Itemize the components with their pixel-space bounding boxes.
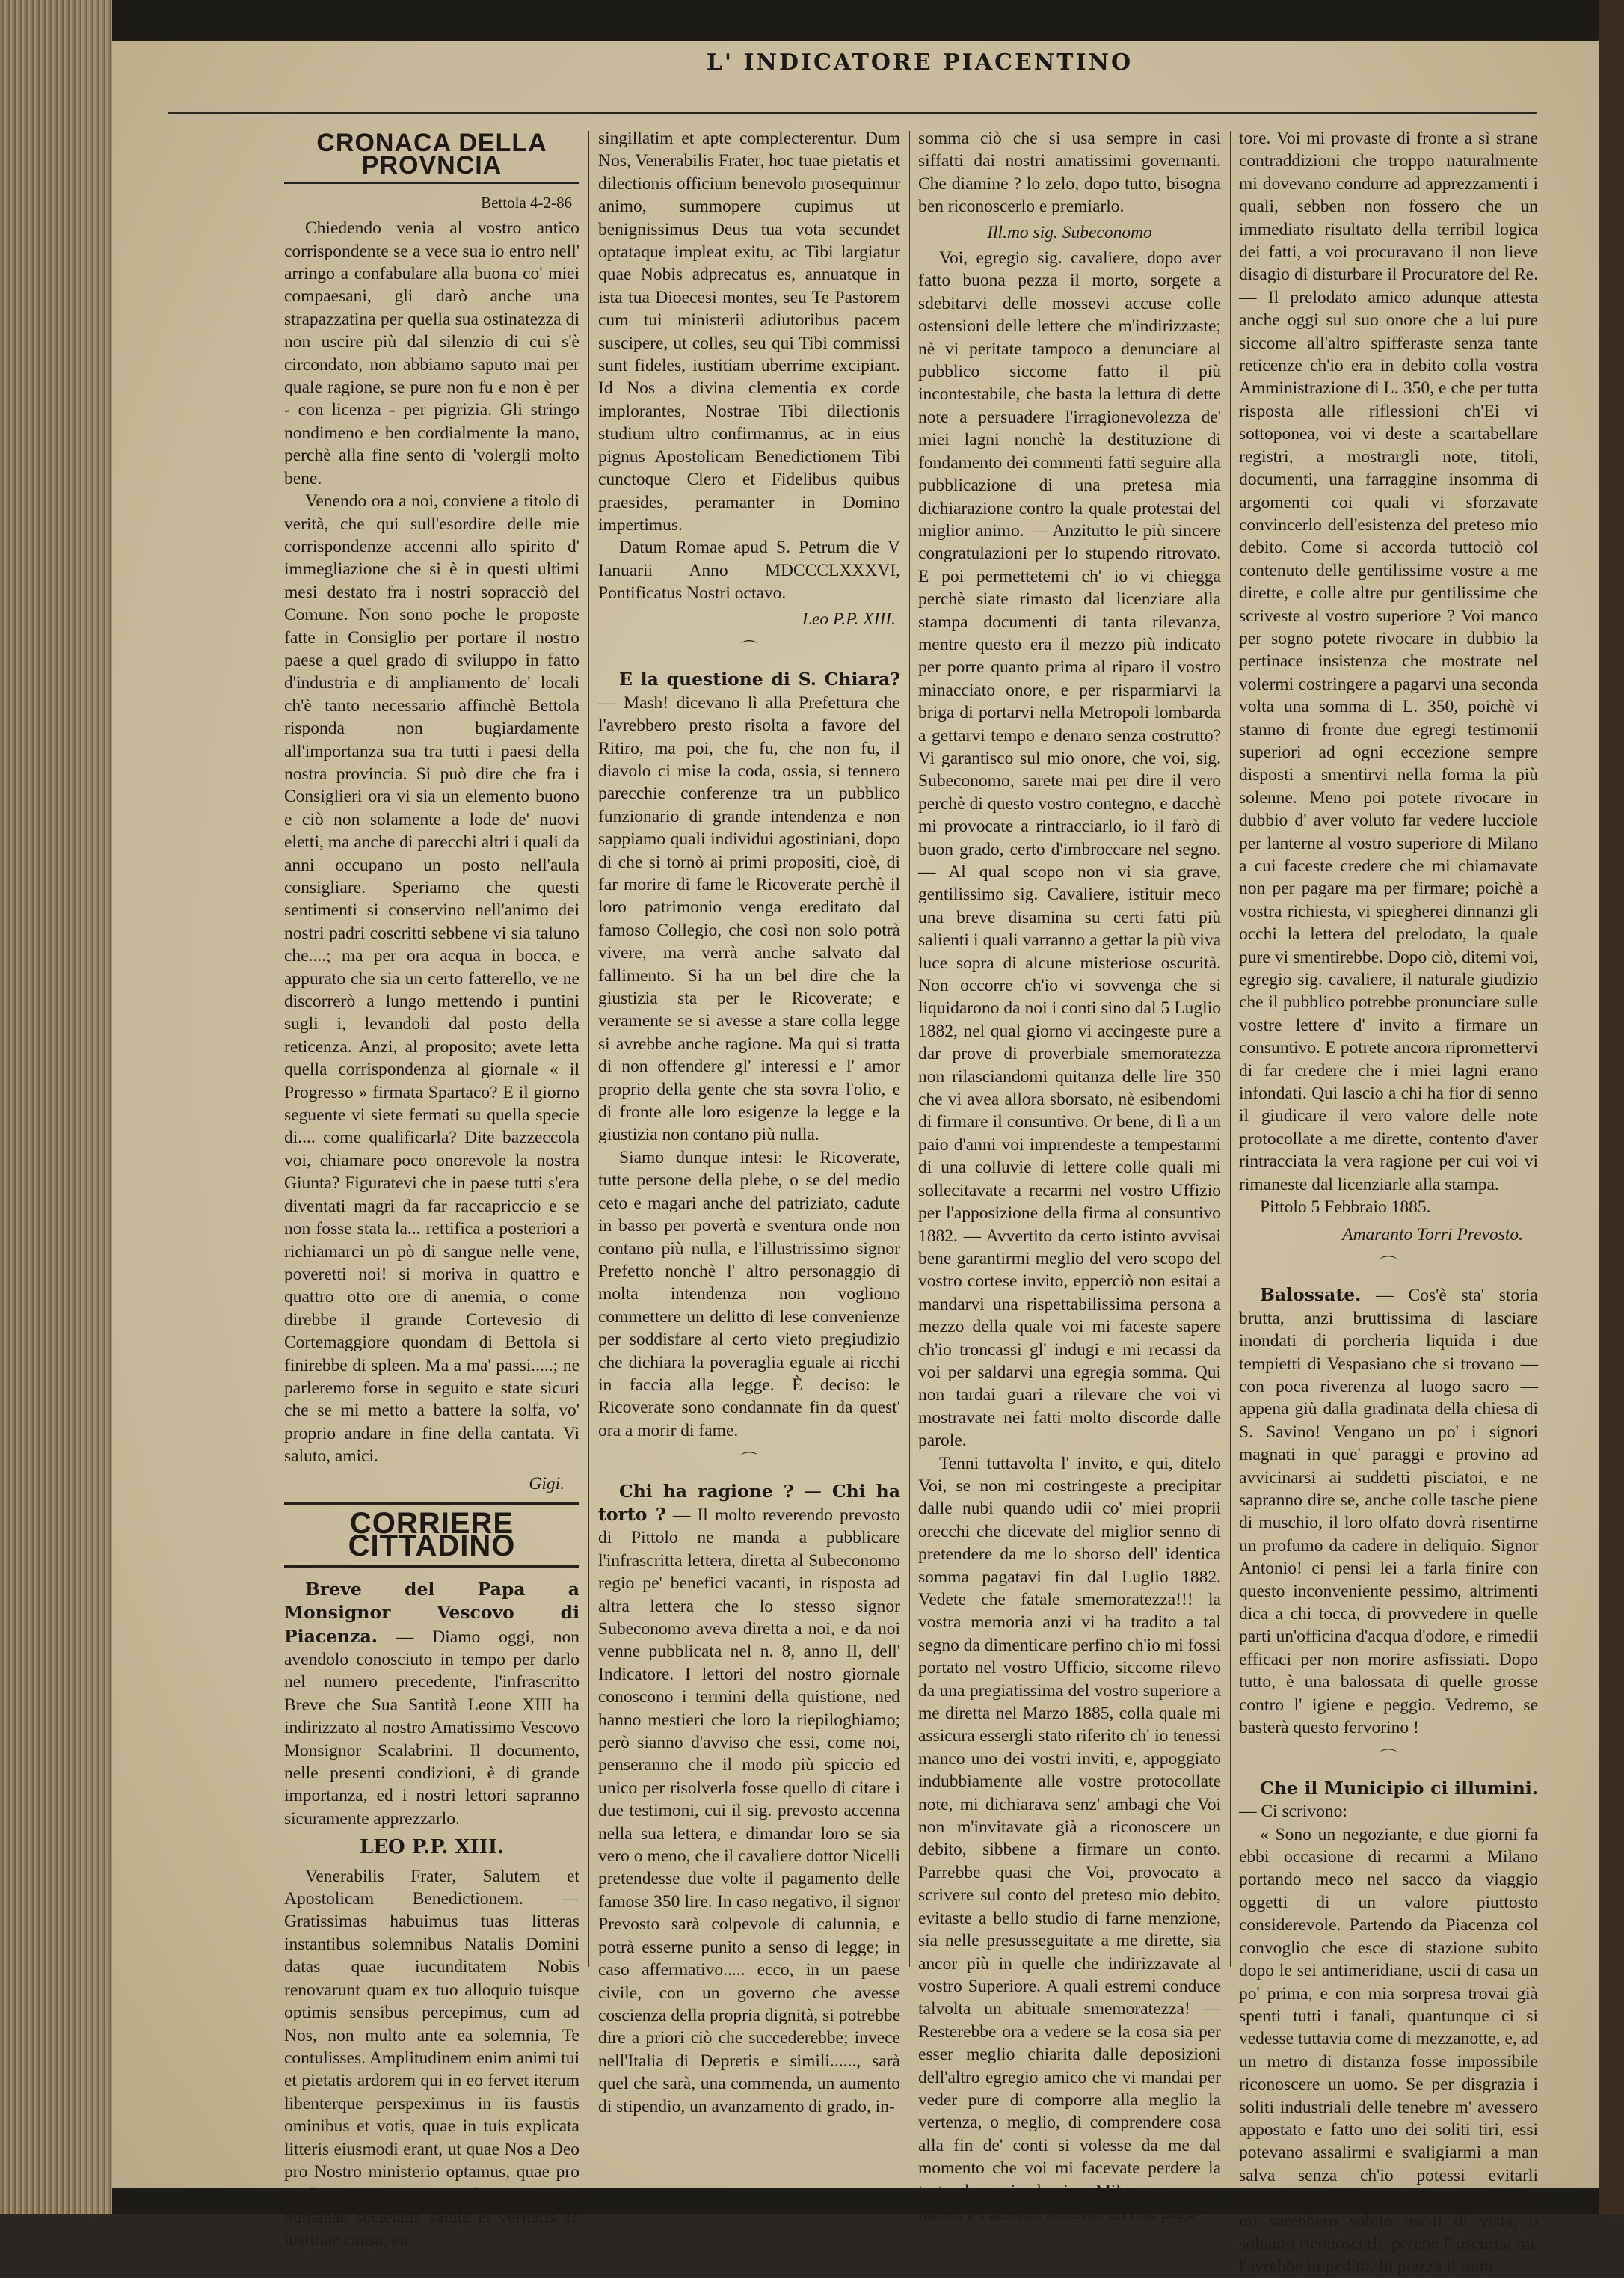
column-3 [918,127,1221,2225]
column-4 [1239,127,1538,2278]
paragraph: Datum Romae apud S. Petrum die V Ianuarii Anno MDCCCLXXXVI, Pontificatus Nostri octavo. [598,538,900,604]
column-separator [1230,131,1231,1967]
column-1 [284,127,579,2252]
ornament-icon: ⌒ [740,1451,757,1470]
paragraph: Siamo dunque intesi: le Ricoverate, tutte persone della plebe, o se del medio ceto e magari anche del patriziato, cadute in basso per povertà e sventura onde non contano più nulla, e l'illustrissimo signor Prefetto nonchè l' altro personaggio di molta intendenza non vogliono commettere un delitto di lese convenienze per soddisfare al certo vieto pregiudizio che dichiara la poveraglia eguale ai ricchi in faccia alla legge. È deciso: le Ricoverate sono condannate fin da quest' ora a morir di fame. [598,1147,900,1440]
paragraph: Venendo ora a noi, conviene a titolo di verità, che qui sull'esordire delle mie corrispondenze accenni allo spirito d' immegliazione che si è in questi ultimi mesi destato fra i nostri sopracciò del Comune. Non sono poche le proposte fatte in Consiglio per portare il nostro paese a quel grado di sviluppo in fatto d'industria e di ampliamento de' locali ch'è tanto necessario affinchè Bettola risponda non bugiardamente all'importanza sua tra tutti i paesi della nostra provincia. Si può dire che fra i Consiglieri ora vi sia un elemento buono e ciò non solamente a lode de' nuovi eletti, ma anche di parecchi altri i quali da anni occupano un posto nell'aula consigliare. Speriamo che questi sentimenti si conservino nell'animo dei nostri padri coscritti sebbene vi sia taluno che....; ma per ora acqua in bocca, e appurato che sia un certo fatterello, ve ne discorrerò a lungo mettendo i puntini sugli i, levandoli dal posto della reticenza. Anzi, al proposito; avete letta quella corrispondenza al giornale « il Progresso » firmata Spartaco? E il giorno seguente vi siete fermati su quella specie di.... come qualificarla? Dite bazzeccola voi, chiamare poco onorevole la nostra Giunta? Figuratevi che in paese tutti s'era diventati magri da far raccapriccio e se non fosse stata la... rettifica a posteriori a richiamarci un pò di sangue nelle vene, poveretti noi! si moriva in quattro e quattro otto ore di anemia, o come direbbe il grande Cortevesio di Cortemaggiore quondam di Bettola si finirebbe di spleen. Ma a ma' passi.....; ne parleremo forse in seguito e state sicuri che se mi metto a battere la solfa, vo' proprio andare in fine della cantata. Vi saluto, amici. [284,491,579,1467]
header-rule [168,112,1537,117]
signature: Leo P.P. XIII. [802,609,896,629]
signature: Amaranto Torri Prevosto. [1342,1224,1523,1244]
article-heading: Breve del Papa a Monsignor Vescovo di Piacenza. [284,1578,579,1647]
signature: Gigi. [529,1473,565,1493]
article-heading: Chi ha ragione ? — Chi ha torto ? [598,1480,900,1525]
paragraph: singillatim et apte complecterentur. Dum Nos, Venerabilis Frater, hoc tuae pietatis et dilectionis officium benevolo prosequimur animo, summopere cupimus ut benignissimus Deus tua vota secundet optataque impleat exitu, ac Tibi largiatur quae Nobis adprecatus es, annuatque in ista tua Dioecesi montes, seu Te Pastorem cum tui ministerii adiutoribus pacem suscipere, ut colles, seu qui Tibi commissi sunt fideles, iustitiam uberrime excipiant. Id Nos a divina clementia ex corde implorantes, Nostrae Tibi dilectionis studium ultro confirmamus, ac in eius pignus Apostolicam Benedictionem Tibi cunctoque Clero et Fidelibus quibus praesides, peramanter in Domino impertimus. [598,129,900,535]
dateline: Bettola 4-2-86 [481,193,572,212]
running-header: L' INDICATORE PIACENTINO [706,49,1134,76]
page-right-edge [1599,0,1624,2214]
column-separator [588,131,589,1967]
article-heading: E la questione di S. Chiara? [619,669,900,690]
column-2 [598,127,900,2118]
article-text: — Cos'è sta' storia brutta, anzi bruttissima di lasciare inondati di porcheria liquida i due tempietti di Vespasiano che si trovano — con poca riverenza al luogo sacro — appena giù dalla gradinata della chiesa di S. Savino! Vengano un po' i signori magnati in que' paraggi e provino ad avvicinarsi ai suddetti pisciatoi, e ne sapranno dire se, anche colle tasche piene di muschio, il loro olfato dovrà risentirne un profumo da cadere in deliquio. Signor Antonio! ci pensi lei a farla finire con questo inconveniente pessimo, altrimenti dica a chi tocca, di provvedere in quelle parti un'officina d'acqua d'odore, e rimedii efficaci per non morire asfissiati. Dopo tutto, è una balossata di quelle grosse contro l' igiene e peggio. Vedremo, se basterà questo fervorino ! [1239,1286,1538,1738]
paragraph: Venerabilis Frater, Salutem et Apostolicam Benedictionem. — Gratissimas habuimus tuas litteras instantibus solemnibus Natalis Domini datas quae iucunditatem Nobis renovarunt quam ex tuo alloquio tuisque optimis sensibus percepimus, cum ad Nos, non multo ante ea solemnia, Te contulisses. Amplitudinem enim animi tui et pietatis ardorem qui in eo fervet iterum libenterque perspeximus in iis faustis ominibus et votis, quae in tuis explicata litteris eiusmodi erant, ut quae Nos a Deo pro Nostro ministerio optamus, quae pro Ecclesiae prosperitate et gloria, quae pro humanae societatis salute et veritatis ac iustitiae causa, ea [284,1866,579,2250]
place-date: Pittolo 5 Febbraio 1885. [1260,1197,1431,1218]
ornament-icon: ⌒ [1380,1748,1397,1767]
article-text: — Mash! dicevano lì alla Prefettura che l'avrebbero presto risolta a favore del Ritiro, ma poi, che fu, che non fu, il diavolo ci mise la coda, ossia, si tennero parecchie conferenze tra un pubblico funzionario di grande intendenza e non sappiamo quali individui agostiniani, dopo di che si tornò ai primi propositi, cioè, di far morire di fame le Ricoverate perchè il loro patrimonio venga ereditato dal famoso Collegio, che così non solo potrà vivere, ma verrà anche salvato dal fallimento. Si ha un bel dire che la giustizia sta per le Ricoverate; e veramente se si avesse a stare colla legge si avrebbe anche ragione. Ma qui si tratta di non offendere gl' interessi e l' amor proprio della gente che sta sovra l'olio, e di fronte alle loro esigenze la legge e la giustizia non contano più nulla. [598,693,900,1145]
article-text: — Ci scrivono: [1239,1802,1347,1822]
ornament-icon: ⌒ [740,639,757,658]
section-title-cronaca: CRONACA DELLA PROVNCIA [284,132,579,184]
brief-heading: LEO P.P. XIII. [359,1836,505,1859]
paragraph: Voi, egregio sig. cavaliere, dopo aver fatto buona pezza il morto, sorgete a sdebitarvi delle mossevi accuse colle ostensioni delle lettere che m'indirizzaste; nè vi peritate tampoco a denunciare al pubblico siccome fatto il più incontestabile, che basta la lettura di dette note a persuadere l'irragionevolezza de' miei lagni nonchè la destituzione di fondamento dei commenti fatti seguire alla pubblicazione di una pretesa mia dichiarazione contro la quale protestai del miglior animo. — Anzitutto le più sincere congratulazioni per lo stupendo ritrovato. E poi permettetemi ch' io vi chiegga perchè siate rimasto dal licenziare alla stampa documenti di tanta rilevanza, mentre questo era il mezzo più indicato per porre quanto prima al riparo il vostro minacciato onore, e per risparmiarvi la briga di portarvi nella Metropoli lombarda a gettarvi tempo e denaro senza costrutto? Vi garantisco sul mio onore, che voi, sig. Subeconomo, sarete mai per dire il vero perchè di questo vostro contegno, e dacchè mi provocate a rintracciarlo, io il farò di buon grado, certo d'imbroccare nel segno. — Al qual scopo non vi sia grave, gentilissimo sig. Cavaliere, istituir meco una breve disamina su certi fatti più salienti i quali varranno a gettar la più viva luce sopra di alcune misteriose oscurità. Non occorre ch'io vi sovvenga che si liquidarono da noi i conti sino dal 5 Luglio 1882, nel qual giorno vi accingeste pure a dar prove di proverbiale smemoratezza non rilasciandomi quitanza delle lire 350 che vi avea allora sborsato, nè esibendomi di firmare il consuntivo. Or bene, di lì a un paio d'anni voi imprendeste a tempestarmi di una colluvie di lettere colle quali mi sollecitavate a recarmi nel vostro Uffizio per l'apposizione della firma al consuntivo 1882. — Avvertito da certo istinto avvisai bene garantirmi meglio del vero scopo del vostro cortese invito, epperciò non esitai a mandarvi una rispettabilissima persona a mezzo della quale voi mi faceste sapere ch'io troncassi gl' indugi e mi recassi da voi per saldarvi una egregia somma. Qui non tardai guari a rilevare che voi vi mostravate nei fatti molto discorde dalle parole. [918,248,1221,1451]
salutation: Ill.mo sig. Subeconomo [987,222,1152,242]
section-title-corriere: CORRIERE CITTADINO [284,1502,579,1568]
ornament-icon: ⌒ [1380,1254,1397,1274]
paragraph: Tenni tuttavolta l' invito, e qui, ditelo Voi, se non mi costringeste a precipitar dalle nubi quando udii co' miei proprii orecchi che dicevate del miglior senno di pretendere da me lo sborso dell' identica somma pagatavi fin dal Luglio 1882. Vedete che fatale smemoratezza!!! la vostra memoria anzi vi ha tradito a tal segno da dimenticare perfino ch'io mi fossi portato nel vostro Ufficio, siccome rilevo da una pregiatissima del vostro superiore a me diretta nel Marzo 1885, colla quale mi assicura essergli stato riferito ch' io tenessi manco uno dei vostri inviti, e, appoggiato indubbiamente alle vostre protocollate note, mi dichiarava senz' ambagi che Voi non m'invitavate già a riconoscere un debito, sibbene a firmare un conto. Parrebbe quasi che Voi, provocato a scrivere sul conto del preteso mio debito, evitaste a bello studio di farne menzione, sia nelle presusseguitate a me dirette, sia ancor più in quelle che indirizzavate al vostro Superiore. A quali estremi conduce talvolta un abituale smemoratezza! — Resterebbe ora a vedere se la cosa sia per esser meglio chiarita dalle deposizioni dell'altro egregio amico che vi mandai per veder pure di comporre alla meglio la vertenza, o meglio, di comprendere cosa alla fin de' conti si volesse da me dal momento che voi mi facevate perdere la testa denunciandomi a Milano come un matto, a Piacenza siccome un mal paga- [918,1453,1221,2223]
book-binding-edge [0,0,112,2214]
paragraph: somma ciò che si usa sempre in casi siffatti dai nostri amatissimi governanti. Che diamine ? lo zelo, dopo tutto, bisogna ben riconoscerlo e premiarlo. [918,129,1221,217]
article-heading: Balossate. [1260,1284,1362,1306]
paragraph: tore. Voi mi provaste di fronte a sì strane contraddizioni che troppo naturalmente mi dovevano condurre ad apprezzamenti i quali, sebben non fossero che un immediato risultato della terribil logica dei fatti, a voi procuravano il non lieve disagio di disturbare il Procuratore del Re. — Il prelodato amico adunque attesta anche oggi sul suo onore che a lui pure siccome all'altro spifferaste senza tante reticenze ch'io era in debito colla vostra Amministrazione di L. 350, e che per tutta risposta alle riflessioni ch'Ei vi sottoponea, voi vi deste a scartabellare registri, a mostrargli note, titoli, documenti, una farraggine insomma di argomenti coi quali vi sforzavate convincerlo dell'esistenza del preteso mio debito. Come si accorda tuttociò col contenuto delle gentilissime vostre a me dirette, e colle altre pur gentilissime che scriveste al vostro superiore ? Voi manco per sogno potete rivocare in dubbio la pertinace insistenza che mostrate nel volermi costringere a pagarvi una seconda volta una somma di L. 350, poichè vi stanno di fronte due egregi testimonii superiori ad ogni eccezione sempre disposti a smentirvi nella forma la più solenne. Meno poi potete rivocare in dubbio d' aver voluto far vedere lucciole per lanterne al vostro superiore di Milano a cui faceste credere che mi chiamavate non per pagare ma per firmare; poichè a vostra richiesta, vi spiegherei dinnanzi gli occhi la lettera del prelodato, la quale pure vi smentirebbe. Dopo ciò, ditemi voi, egregio sig. cavaliere, il naturale giudizio che il pubblico potrebbe pronunciare sulle vostre lettere d' invito a firmare un consuntivo. E potrete ancora ripromettervi di far credere che i miei lagni erano infondati. Qui lascio a chi ha fior di senno il giudicare il vero valore delle note protocollate a me dirette, contento d'aver rintracciata la vera ragione per cui voi vi rimaneste dal licenziarle alla stampa. [1239,129,1538,1194]
article-text: — Diamo oggi, non avendolo conosciuto in tempo per darlo nel numero precedente, l'infrascritto Breve che Sua Santità Leone XIII ha indirizzato al nostro Amatissimo Vescovo Monsignor Scalabrini. Il documento, nelle presenti condizioni, è di grande importanza, ed i nostri lettori sapranno sicuramente apprezzarlo. [284,1627,579,1829]
paragraph: « Sono un negoziante, e due giorni fa ebbi occasione di recarmi a Milano portando meco nel sacco da viaggio oggetti di un valore piuttosto considerevole. Partendo da Piacenza col convoglio che esce di stazione subito dopo le sei antimeridiane, uscii di casa un po' prima, e con mia sorpresa trovai già spenti tutti i fanali, quantunque ci si vedesse tuttavia come di mezzanotte, e, ad un metro di distanza fosse impossibile riconoscere un uomo. Se per disgrazia i soliti industriali delle tenebre m' avessero appostato e fatto uno dei soliti tiri, essi potevano assalirmi e svaligiarmi a man salva senza ch'io potessi evitarli scorgendoli da lungi, od inseguirli perchè mi sarebbero subito usciti di vista, o soltanto riconoscerli, perchè l' oscurità me l'avrebbe impedito. In piazza il tram [1239,1824,1538,2277]
article-text: — Il molto reverendo prevosto di Pittolo ne manda a pubblicare l'infrascritta lettera, diretta al Subeconomo regio pe' benefici vacanti, in risposta ad altra lettera che lo stesso signor Subeconomo aveva diretta a noi, e da noi venne pubblicata nel n. 8, anno II, dell' Indicatore. I lettori del nostro giornale conoscono i termini della quistione, ned hanno mestieri che loro la riepiloghiamo; però sianno d'avviso che essi, come noi, penseranno che il modo più spiccio ed unico per risolverla fosse quello di citare i due testimoni, cui il sig. prevosto accenna nella sua lettera, e dimandar loro se sia vero o meno, che il cavaliere dottor Nicelli pretendesse due volte il pagamento delle famose 350 lire. In caso negativo, il signor Prevosto sarà colpevole di calunnia, e potrà esserne punito a senso di legge; in caso affermativo..... ecco, in un paese civile, con un governo che avesse coscienza della propria dignità, si potrebbe dire a priori ciò che succederebbe; invece nell'Italia di Depretis e simili......, sarà quel che sarà, una commenda, un aumento di stipendio, un avanzamento di grado, in- [598,1505,900,2116]
column-separator [909,131,910,1967]
paragraph: Chiedendo venia al vostro antico corrispondente se a vece sua io entro nell' arringo a confabulare alla buona co' miei compaesani, gli darò anche una strapazzatina per quella sua ostinatezza di non uscire più dal silenzio di cui s'è circondato, non abbiamo saputo mai per quale ragione, se pure non fu e non è per - con licenza - per pigrizia. Gli stringo nondimeno e ben cordialmente la mano, perchè alla fine sento di 'volergli molto bene. [284,218,579,488]
article-heading: Che il Municipio ci illumini. [1260,1777,1538,1799]
